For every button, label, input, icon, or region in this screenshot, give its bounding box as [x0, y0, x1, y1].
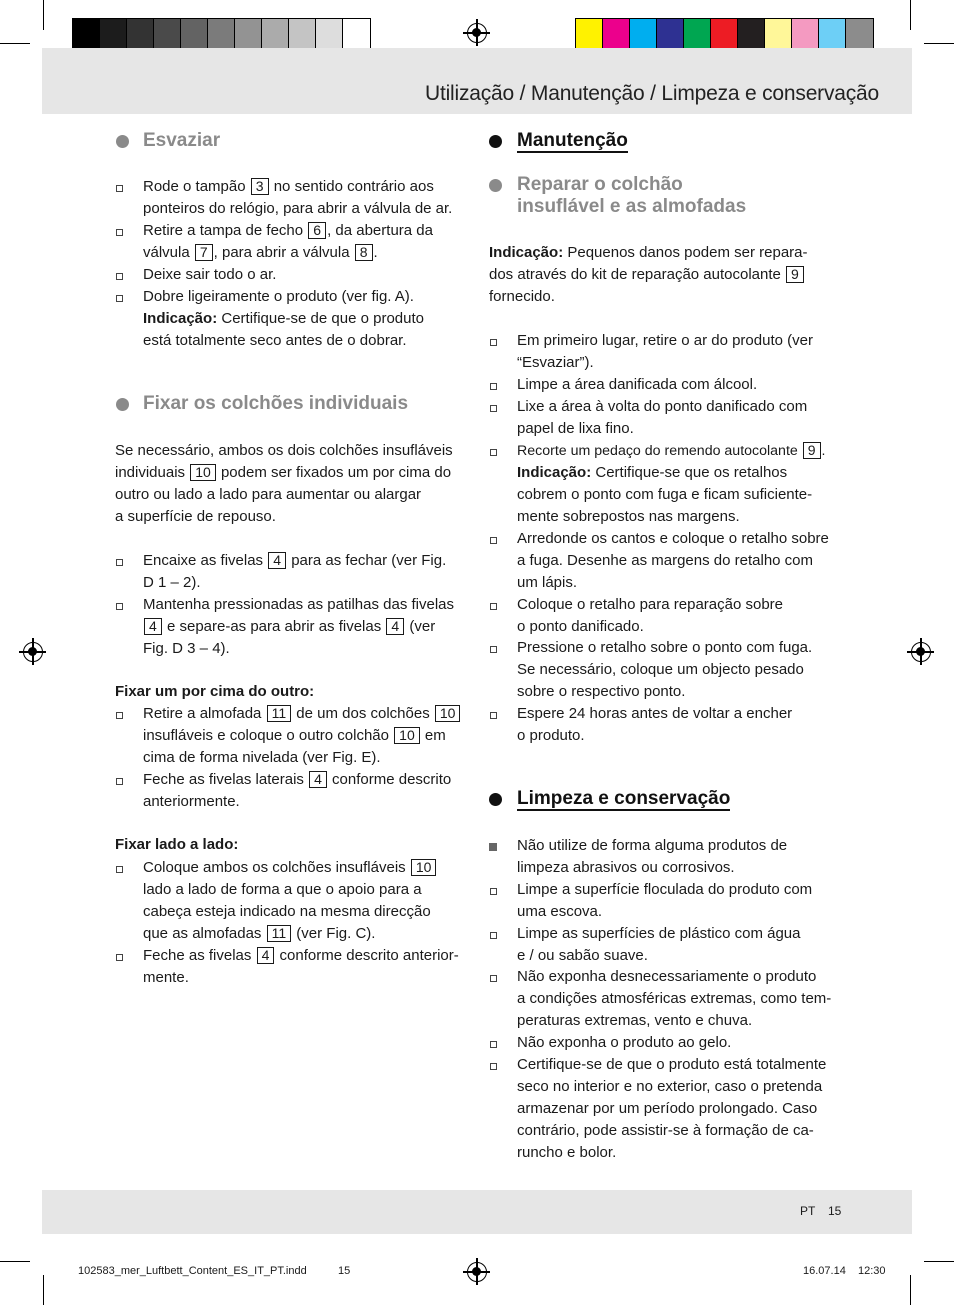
- section-heading-manutencao: Manutenção: [517, 130, 628, 151]
- color-swatch: [819, 19, 846, 48]
- list-item-cont: armazenar por um período prolongado. Caso: [517, 1100, 818, 1117]
- color-swatch: [684, 19, 711, 48]
- list-item: Rode o tampão 3 no sentido contrário aos: [143, 178, 434, 195]
- list-item: Feche as fivelas laterais 4 conforme descrito: [143, 771, 452, 788]
- list-item-cont: o ponto danificado.: [517, 618, 644, 635]
- color-swatch: [343, 19, 370, 48]
- list-item-cont: válvula 7 , para abrir a válvula 8 .: [143, 244, 378, 261]
- checkbox-icon: [490, 603, 497, 610]
- list-item-cont: 4 e separe-as para abrir as fivelas 4 (ver: [143, 616, 435, 638]
- checkbox-icon: [490, 1041, 497, 1048]
- list-item-cont: a condições atmosféricas extremas, como tem-: [517, 990, 832, 1007]
- slug-page: 15: [338, 1265, 351, 1277]
- checkbox-icon: [116, 229, 123, 236]
- paragraph-line: outro ou lado a lado para aumentar ou alargar: [115, 486, 422, 503]
- checkbox-icon: [116, 273, 123, 280]
- crop-mark: [43, 0, 44, 30]
- list-item: Certifique-se de que o produto está totalmente: [517, 1056, 827, 1073]
- page-number: 15: [828, 1204, 842, 1218]
- checkbox-icon: [490, 449, 497, 456]
- list-item-cont: a fuga. Desenhe as margens do retalho com: [517, 552, 814, 569]
- crop-mark: [910, 1275, 911, 1305]
- registration-mark-icon: [911, 642, 931, 662]
- color-swatch: [127, 19, 154, 48]
- list-item-cont: insufláveis e coloque o outro colchão 10 em: [143, 727, 446, 744]
- checkbox-icon: [116, 295, 123, 302]
- list-item: Retire a tampa de fecho 6 , da abertura da: [143, 222, 433, 239]
- list-item: Retire a almofada 11 de um dos colchões 10: [143, 703, 461, 725]
- note: Indicação: Certifique-se de que o produto: [143, 310, 424, 327]
- checkbox-icon: [490, 975, 497, 982]
- list-item: Mantenha pressionadas as patilhas das fivelas: [143, 596, 455, 613]
- list-item-cont: e / ou sabão suave.: [517, 947, 648, 964]
- color-swatch: [657, 19, 684, 48]
- list-item-cont: seco no interior e no exterior, caso o pretenda: [517, 1078, 823, 1095]
- list-item: Limpe as superfícies de plástico com água: [517, 925, 801, 942]
- section-heading-limpeza: Limpeza e conservação: [517, 788, 731, 809]
- list-item: Encaixe as fivelas 4 para as fechar (ver Fig.: [143, 552, 447, 569]
- list-item: Limpe a área danificada com álcool.: [517, 376, 758, 393]
- checkbox-icon: [490, 646, 497, 653]
- list-item-cont: runcho e bolor.: [517, 1144, 617, 1161]
- note: Indicação: Certifique-se que os retalhos: [517, 464, 788, 481]
- color-swatch: [846, 19, 873, 48]
- note-cont: está totalmente seco antes de o dobrar.: [143, 332, 407, 349]
- list-item: Em primeiro lugar, retire o ar do produto (ver: [517, 332, 813, 349]
- footer-language: PT: [800, 1204, 816, 1218]
- note-cont: mente sobrepostos nas margens.: [517, 508, 740, 525]
- color-swatch: [235, 19, 262, 48]
- subheading: Fixar um por cima do outro:: [115, 683, 315, 700]
- checkbox-icon: [490, 712, 497, 719]
- list-item-cont: lado a lado de forma a que o apoio para a: [143, 881, 422, 898]
- color-swatch: [208, 19, 235, 48]
- checkbox-icon: [490, 383, 497, 390]
- list-item-cont: o produto.: [517, 727, 585, 744]
- color-swatch: [154, 19, 181, 48]
- list-item: Recorte um pedaço do remendo autocolante 9 .: [517, 442, 826, 459]
- section-heading-reparar-cont: insuflável e as almofadas: [517, 196, 747, 217]
- color-swatch: [603, 19, 630, 48]
- gray-color-bar: [72, 18, 371, 49]
- list-item: Feche as fivelas 4 conforme descrito anterior-: [143, 947, 459, 964]
- bullet-icon: [489, 179, 502, 192]
- list-item-cont: ponteiros do relógio, para abrir a válvula de ar.: [143, 200, 453, 217]
- slug-date: 16.07.14: [803, 1265, 846, 1277]
- list-item: Limpe a superfície floculada do produto com: [517, 881, 813, 898]
- color-swatch: [73, 19, 100, 48]
- crop-mark: [924, 43, 954, 44]
- list-item-cont: papel de lixa fino.: [517, 420, 634, 437]
- list-item: Coloque ambos os colchões insufláveis 10: [143, 857, 437, 879]
- checkbox-icon: [490, 537, 497, 544]
- crop-mark: [0, 1261, 30, 1262]
- checkbox-icon: [490, 405, 497, 412]
- bullet-icon: [489, 793, 502, 806]
- footer-band: [42, 1190, 912, 1234]
- page-title: Utilização / Manutenção / Limpeza e conservação: [424, 82, 879, 105]
- list-item-cont: um lápis.: [517, 574, 578, 591]
- list-item-cont: mente.: [143, 969, 189, 986]
- color-swatch: [100, 19, 127, 48]
- list-item: Pressione o retalho sobre o ponto com fuga.: [517, 639, 813, 656]
- paragraph-line: a superfície de repouso.: [115, 508, 276, 525]
- list-item-cont: cima de forma nivelada (ver Fig. E).: [143, 749, 381, 766]
- note: Indicação: Pequenos danos podem ser repara-: [489, 244, 808, 261]
- bullet-icon: [116, 398, 129, 411]
- checkbox-icon: [116, 866, 123, 873]
- paragraph-line: individuais 10 podem ser fixados um por cima do: [115, 464, 452, 481]
- list-item-cont: uma escova.: [517, 903, 603, 920]
- crop-mark: [0, 43, 30, 44]
- crop-mark: [43, 1275, 44, 1305]
- color-swatch: [576, 19, 603, 48]
- checkbox-icon: [490, 888, 497, 895]
- list-item: Dobre ligeiramente o produto (ver fig. A).: [143, 288, 414, 305]
- color-swatch: [262, 19, 289, 48]
- note-cont: fornecido.: [489, 288, 555, 305]
- list-item-cont: “Esvaziar”).: [517, 354, 594, 371]
- checkbox-icon: [116, 559, 123, 566]
- registration-mark-icon: [467, 23, 487, 43]
- checkbox-icon: [116, 778, 123, 785]
- note-cont: dos através do kit de reparação autocolante 9: [489, 264, 805, 286]
- section-heading-reparar: Reparar o colchão: [517, 174, 683, 195]
- section-heading-esvaziar: Esvaziar: [143, 130, 221, 151]
- color-swatch: [630, 19, 657, 48]
- color-swatch: [316, 19, 343, 48]
- list-item-cont: sobre o respectivo ponto.: [517, 683, 686, 700]
- bullet-icon: [116, 135, 129, 148]
- subheading: Fixar lado a lado:: [115, 836, 239, 853]
- warning-square-icon: [489, 843, 497, 851]
- checkbox-icon: [116, 712, 123, 719]
- list-item-cont: D 1 – 2).: [143, 574, 201, 591]
- list-item-cont: contrário, pode assistir-se à formação de ca-: [517, 1122, 814, 1139]
- color-swatch: [181, 19, 208, 48]
- checkbox-icon: [490, 339, 497, 346]
- crop-mark: [910, 0, 911, 30]
- process-color-bar: [575, 18, 874, 49]
- slug-filename: 102583_mer_Luftbett_Content_ES_IT_PT.indd: [78, 1265, 307, 1277]
- paragraph-line: Se necessário, ambos os dois colchões insufláveis: [115, 442, 453, 459]
- list-item-cont: limpeza abrasivos ou corrosivos.: [517, 859, 735, 876]
- list-item-cont: Fig. D 3 – 4).: [143, 640, 230, 657]
- list-item: Espere 24 horas antes de voltar a encher: [517, 705, 793, 722]
- list-item-cont: que as almofadas 11 (ver Fig. C).: [143, 925, 376, 942]
- color-swatch: [765, 19, 792, 48]
- checkbox-icon: [490, 932, 497, 939]
- checkbox-icon: [116, 185, 123, 192]
- list-item: Deixe sair todo o ar.: [143, 266, 277, 283]
- checkbox-icon: [116, 954, 123, 961]
- section-heading-fixar: Fixar os colchões individuais: [143, 393, 409, 414]
- list-item-cont: Se necessário, coloque um objecto pesado: [517, 661, 804, 678]
- checkbox-icon: [490, 1063, 497, 1070]
- color-swatch: [738, 19, 765, 48]
- slug-time: 12:30: [858, 1265, 886, 1277]
- list-item: Coloque o retalho para reparação sobre: [517, 596, 784, 613]
- list-item: Lixe a área à volta do ponto danificado com: [517, 398, 808, 415]
- list-item: Não utilize de forma alguma produtos de: [517, 837, 788, 854]
- list-item-cont: cabeça esteja indicado na mesma direcção: [143, 903, 431, 920]
- checkbox-icon: [116, 603, 123, 610]
- bullet-icon: [489, 135, 502, 148]
- list-item-cont: anteriormente.: [143, 793, 240, 810]
- list-item: Não exponha o produto ao gelo.: [517, 1034, 732, 1051]
- crop-mark: [924, 1261, 954, 1262]
- color-swatch: [792, 19, 819, 48]
- list-item-cont: peraturas extremas, vento e chuva.: [517, 1012, 753, 1029]
- color-swatch: [289, 19, 316, 48]
- note-cont: cobrem o ponto com fuga e ficam suficiente-: [517, 486, 813, 503]
- list-item: Arredonde os cantos e coloque o retalho sobre: [517, 530, 829, 547]
- registration-mark-icon: [23, 642, 43, 662]
- registration-mark-icon: [467, 1262, 487, 1282]
- list-item: Não exponha desnecessariamente o produto: [517, 968, 817, 985]
- color-swatch: [711, 19, 738, 48]
